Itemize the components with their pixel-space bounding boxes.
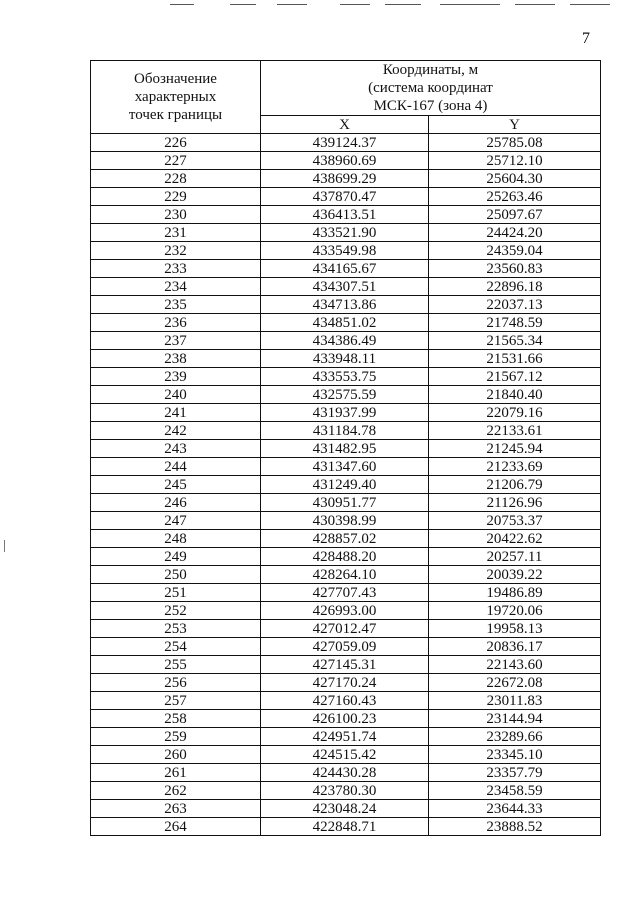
- y-coordinate-cell: 21206.79: [429, 476, 601, 494]
- x-coordinate-cell: 431347.60: [261, 458, 429, 476]
- x-coordinate-cell: 427707.43: [261, 584, 429, 602]
- point-id-cell: 229: [91, 188, 261, 206]
- scan-artifact-line: [277, 4, 307, 5]
- x-coordinate-cell: 430951.77: [261, 494, 429, 512]
- x-coordinate-cell: 438960.69: [261, 152, 429, 170]
- x-coordinate-cell: 431937.99: [261, 404, 429, 422]
- y-coordinate-cell: 21245.94: [429, 440, 601, 458]
- point-id-cell: 233: [91, 260, 261, 278]
- point-id-cell: 234: [91, 278, 261, 296]
- x-coordinate-cell: 432575.59: [261, 386, 429, 404]
- table-row: [91, 188, 601, 206]
- y-coordinate-cell: 22143.60: [429, 656, 601, 674]
- table-row: [91, 386, 601, 404]
- table-row: [91, 710, 601, 728]
- coordinates-header: [261, 61, 601, 116]
- table-row: [91, 296, 601, 314]
- x-coordinate-cell: 439124.37: [261, 134, 429, 152]
- y-coordinate-cell: 23144.94: [429, 710, 601, 728]
- coords-header-line: Координаты, м: [382, 62, 479, 78]
- x-coordinate-cell: 433521.90: [261, 224, 429, 242]
- table-row: [91, 764, 601, 782]
- point-id-cell: 263: [91, 800, 261, 818]
- point-id-cell: 256: [91, 674, 261, 692]
- x-coordinate-cell: 433948.11: [261, 350, 429, 368]
- point-id-cell: 230: [91, 206, 261, 224]
- y-column-header: Y: [429, 116, 601, 134]
- y-coordinate-cell: 20753.37: [429, 512, 601, 530]
- point-header-line: точек границы: [128, 107, 223, 123]
- x-coordinate-cell: 424515.42: [261, 746, 429, 764]
- table-row: [91, 314, 601, 332]
- x-coordinate-cell: 427059.09: [261, 638, 429, 656]
- table-row: [91, 530, 601, 548]
- y-coordinate-cell: 19486.89: [429, 584, 601, 602]
- coords-header-line: (система координат: [368, 80, 493, 96]
- x-coordinate-cell: 433553.75: [261, 368, 429, 386]
- point-id-cell: 236: [91, 314, 261, 332]
- table-row: [91, 206, 601, 224]
- x-coordinate-cell: 438699.29: [261, 170, 429, 188]
- point-id-cell: 254: [91, 638, 261, 656]
- y-coordinate-cell: 24424.20: [429, 224, 601, 242]
- x-coordinate-cell: 423780.30: [261, 782, 429, 800]
- point-id-cell: 260: [91, 746, 261, 764]
- point-id-cell: 253: [91, 620, 261, 638]
- point-id-cell: 240: [91, 386, 261, 404]
- table-row: [91, 368, 601, 386]
- y-coordinate-cell: 21233.69: [429, 458, 601, 476]
- table-row: [91, 602, 601, 620]
- y-coordinate-cell: 20422.62: [429, 530, 601, 548]
- x-coordinate-cell: 427145.31: [261, 656, 429, 674]
- y-coordinate-cell: 23644.33: [429, 800, 601, 818]
- y-coordinate-cell: 21565.34: [429, 332, 601, 350]
- point-id-cell: 246: [91, 494, 261, 512]
- point-header-line: характерных: [134, 89, 217, 105]
- table-row: [91, 350, 601, 368]
- x-coordinate-cell: 433549.98: [261, 242, 429, 260]
- point-id-cell: 231: [91, 224, 261, 242]
- y-coordinate-cell: 21840.40: [429, 386, 601, 404]
- y-coordinate-cell: 25712.10: [429, 152, 601, 170]
- y-coordinate-cell: 25263.46: [429, 188, 601, 206]
- table-row: [91, 584, 601, 602]
- point-id-cell: 243: [91, 440, 261, 458]
- point-id-cell: 237: [91, 332, 261, 350]
- y-coordinate-cell: 25097.67: [429, 206, 601, 224]
- coords-header-line: МСК-167 (зона 4): [373, 98, 488, 114]
- y-coordinate-cell: 23357.79: [429, 764, 601, 782]
- point-id-cell: 248: [91, 530, 261, 548]
- table-row: [91, 566, 601, 584]
- y-coordinate-cell: 22133.61: [429, 422, 601, 440]
- point-id-cell: 241: [91, 404, 261, 422]
- table-row: [91, 224, 601, 242]
- x-coordinate-cell: 434851.02: [261, 314, 429, 332]
- x-coordinate-cell: 426993.00: [261, 602, 429, 620]
- scan-artifact-line: [570, 4, 610, 5]
- table-row: [91, 728, 601, 746]
- table-row: [91, 512, 601, 530]
- point-id-cell: 255: [91, 656, 261, 674]
- table-row: [91, 152, 601, 170]
- point-id-cell: 247: [91, 512, 261, 530]
- x-coordinate-cell: 424430.28: [261, 764, 429, 782]
- table-row: [91, 170, 601, 188]
- y-coordinate-cell: 21567.12: [429, 368, 601, 386]
- point-id-cell: 239: [91, 368, 261, 386]
- point-id-cell: 226: [91, 134, 261, 152]
- y-coordinate-cell: 20039.22: [429, 566, 601, 584]
- x-coordinate-cell: 427012.47: [261, 620, 429, 638]
- x-coordinate-cell: 437870.47: [261, 188, 429, 206]
- table-row: [91, 332, 601, 350]
- x-coordinate-cell: 431184.78: [261, 422, 429, 440]
- point-id-cell: 245: [91, 476, 261, 494]
- point-id-cell: 235: [91, 296, 261, 314]
- point-designation-header: [91, 61, 261, 134]
- y-coordinate-cell: 23345.10: [429, 746, 601, 764]
- x-coordinate-cell: 436413.51: [261, 206, 429, 224]
- table-row: [91, 260, 601, 278]
- point-id-cell: 227: [91, 152, 261, 170]
- x-coordinate-cell: 434713.86: [261, 296, 429, 314]
- table-row: [91, 494, 601, 512]
- table-row: [91, 638, 601, 656]
- table-row: [91, 422, 601, 440]
- scan-artifact-line: [515, 4, 555, 5]
- point-id-cell: 242: [91, 422, 261, 440]
- point-id-cell: 251: [91, 584, 261, 602]
- y-coordinate-cell: 21126.96: [429, 494, 601, 512]
- y-coordinate-cell: 20257.11: [429, 548, 601, 566]
- point-header-line: Обозначение: [134, 71, 217, 87]
- table-row: [91, 242, 601, 260]
- table-row: [91, 656, 601, 674]
- scan-artifact-line: [440, 4, 500, 5]
- y-coordinate-cell: 25604.30: [429, 170, 601, 188]
- point-id-cell: 258: [91, 710, 261, 728]
- y-coordinate-cell: 23289.66: [429, 728, 601, 746]
- point-id-cell: 257: [91, 692, 261, 710]
- table-row: [91, 440, 601, 458]
- table-row: [91, 620, 601, 638]
- table-row: [91, 404, 601, 422]
- page-number: 7: [582, 30, 590, 47]
- x-coordinate-cell: 430398.99: [261, 512, 429, 530]
- y-coordinate-cell: 23011.83: [429, 692, 601, 710]
- y-coordinate-cell: 24359.04: [429, 242, 601, 260]
- point-id-cell: 264: [91, 818, 261, 836]
- point-id-cell: 261: [91, 764, 261, 782]
- x-coordinate-cell: 423048.24: [261, 800, 429, 818]
- y-coordinate-cell: 23888.52: [429, 818, 601, 836]
- y-coordinate-cell: 19958.13: [429, 620, 601, 638]
- y-coordinate-cell: 23458.59: [429, 782, 601, 800]
- table-row: [91, 476, 601, 494]
- table-row: [91, 782, 601, 800]
- x-coordinate-cell: 426100.23: [261, 710, 429, 728]
- y-coordinate-cell: 25785.08: [429, 134, 601, 152]
- x-coordinate-cell: 428488.20: [261, 548, 429, 566]
- point-id-cell: 238: [91, 350, 261, 368]
- x-coordinate-cell: 431249.40: [261, 476, 429, 494]
- y-coordinate-cell: 22037.13: [429, 296, 601, 314]
- margin-mark: [4, 540, 5, 552]
- point-id-cell: 228: [91, 170, 261, 188]
- x-coordinate-cell: 431482.95: [261, 440, 429, 458]
- scan-artifact-line: [170, 4, 194, 5]
- point-id-cell: 259: [91, 728, 261, 746]
- x-coordinate-cell: 434165.67: [261, 260, 429, 278]
- point-id-cell: 232: [91, 242, 261, 260]
- x-coordinate-cell: 428857.02: [261, 530, 429, 548]
- x-coordinate-cell: 427160.43: [261, 692, 429, 710]
- scan-artifact-line: [230, 4, 256, 5]
- table-row: [91, 548, 601, 566]
- y-coordinate-cell: 23560.83: [429, 260, 601, 278]
- x-coordinate-cell: 434307.51: [261, 278, 429, 296]
- x-coordinate-cell: 427170.24: [261, 674, 429, 692]
- y-coordinate-cell: 21748.59: [429, 314, 601, 332]
- table-row: [91, 458, 601, 476]
- table-row: [91, 674, 601, 692]
- coordinates-table: [90, 60, 601, 836]
- table-row: [91, 278, 601, 296]
- y-coordinate-cell: 22079.16: [429, 404, 601, 422]
- x-coordinate-cell: 422848.71: [261, 818, 429, 836]
- point-id-cell: 252: [91, 602, 261, 620]
- y-coordinate-cell: 19720.06: [429, 602, 601, 620]
- table-row: [91, 746, 601, 764]
- y-coordinate-cell: 21531.66: [429, 350, 601, 368]
- x-coordinate-cell: 428264.10: [261, 566, 429, 584]
- table-row: [91, 692, 601, 710]
- y-coordinate-cell: 20836.17: [429, 638, 601, 656]
- x-column-header: X: [261, 116, 429, 134]
- x-coordinate-cell: 424951.74: [261, 728, 429, 746]
- table-row: [91, 818, 601, 836]
- table-row: [91, 134, 601, 152]
- scan-artifact-line: [340, 4, 370, 5]
- point-id-cell: 244: [91, 458, 261, 476]
- table-body: [91, 134, 601, 836]
- point-id-cell: 250: [91, 566, 261, 584]
- y-coordinate-cell: 22896.18: [429, 278, 601, 296]
- point-id-cell: 262: [91, 782, 261, 800]
- x-coordinate-cell: 434386.49: [261, 332, 429, 350]
- y-coordinate-cell: 22672.08: [429, 674, 601, 692]
- table-row: [91, 800, 601, 818]
- scan-artifact-line: [385, 4, 421, 5]
- point-id-cell: 249: [91, 548, 261, 566]
